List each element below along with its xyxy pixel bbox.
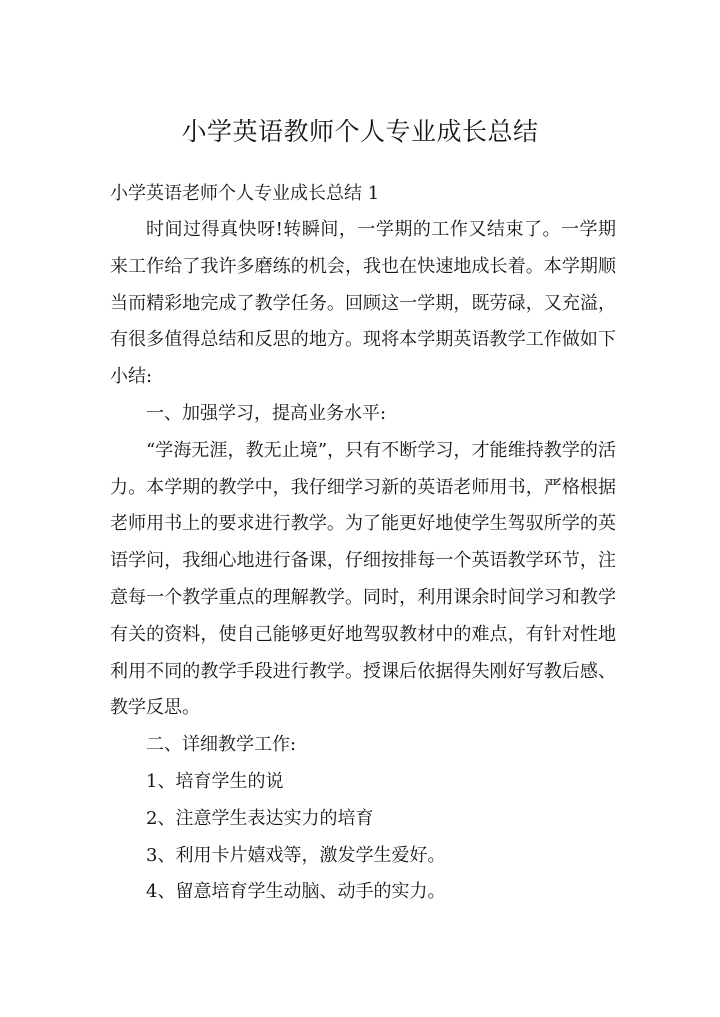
list-item: 1、培育学生的说 [146, 770, 284, 792]
list-item: 2、注意学生表达实力的培育 [146, 807, 374, 829]
document-title: 小学英语教师个人专业成长总结 [181, 117, 539, 146]
list-item: 4、留意培育学生动脑、动手的实力。 [146, 881, 446, 903]
document-body [110, 212, 616, 911]
section-heading-2: 二、详细教学工作: [146, 734, 297, 756]
list-item: 3、利用卡片嬉戏等，激发学生爱好。 [146, 844, 446, 866]
study-paragraph: “学海无涯，教无止境”，只有不断学习，才能维持教学的活力。本学期的教学中，我仔细学习新的英语老师用书，严格根据老师用书上的要求进行教学。为了能更好地使学生驾驭所学的英语学问，我细心地进行备课，仔细按排每一个英语教学环节，注意每一个教学重点的理解教学。同时，利用课余时间学习和教学有关的资料，使自己能够更好地驾驭教材中的难点，有针对性地利用不同的教学手段进行教学。授课后依据得失刚好写教后感、教学反思。 [110, 439, 616, 719]
section-subtitle: 小学英语老师个人专业成长总结 1 [110, 183, 380, 204]
intro-paragraph: 时间过得真快呀!转瞬间，一学期的工作又结束了。一学期来工作给了我许多磨练的机会，我也在快速地成长着。本学期顺当而精彩地完成了教学任务。回顾这一学期，既劳碌，又充溢，有很多值得总结和反思的地方。现将本学期英语教学工作做如下小结: [110, 219, 616, 388]
section-heading-1: 一、加强学习，提高业务水平: [146, 402, 387, 424]
